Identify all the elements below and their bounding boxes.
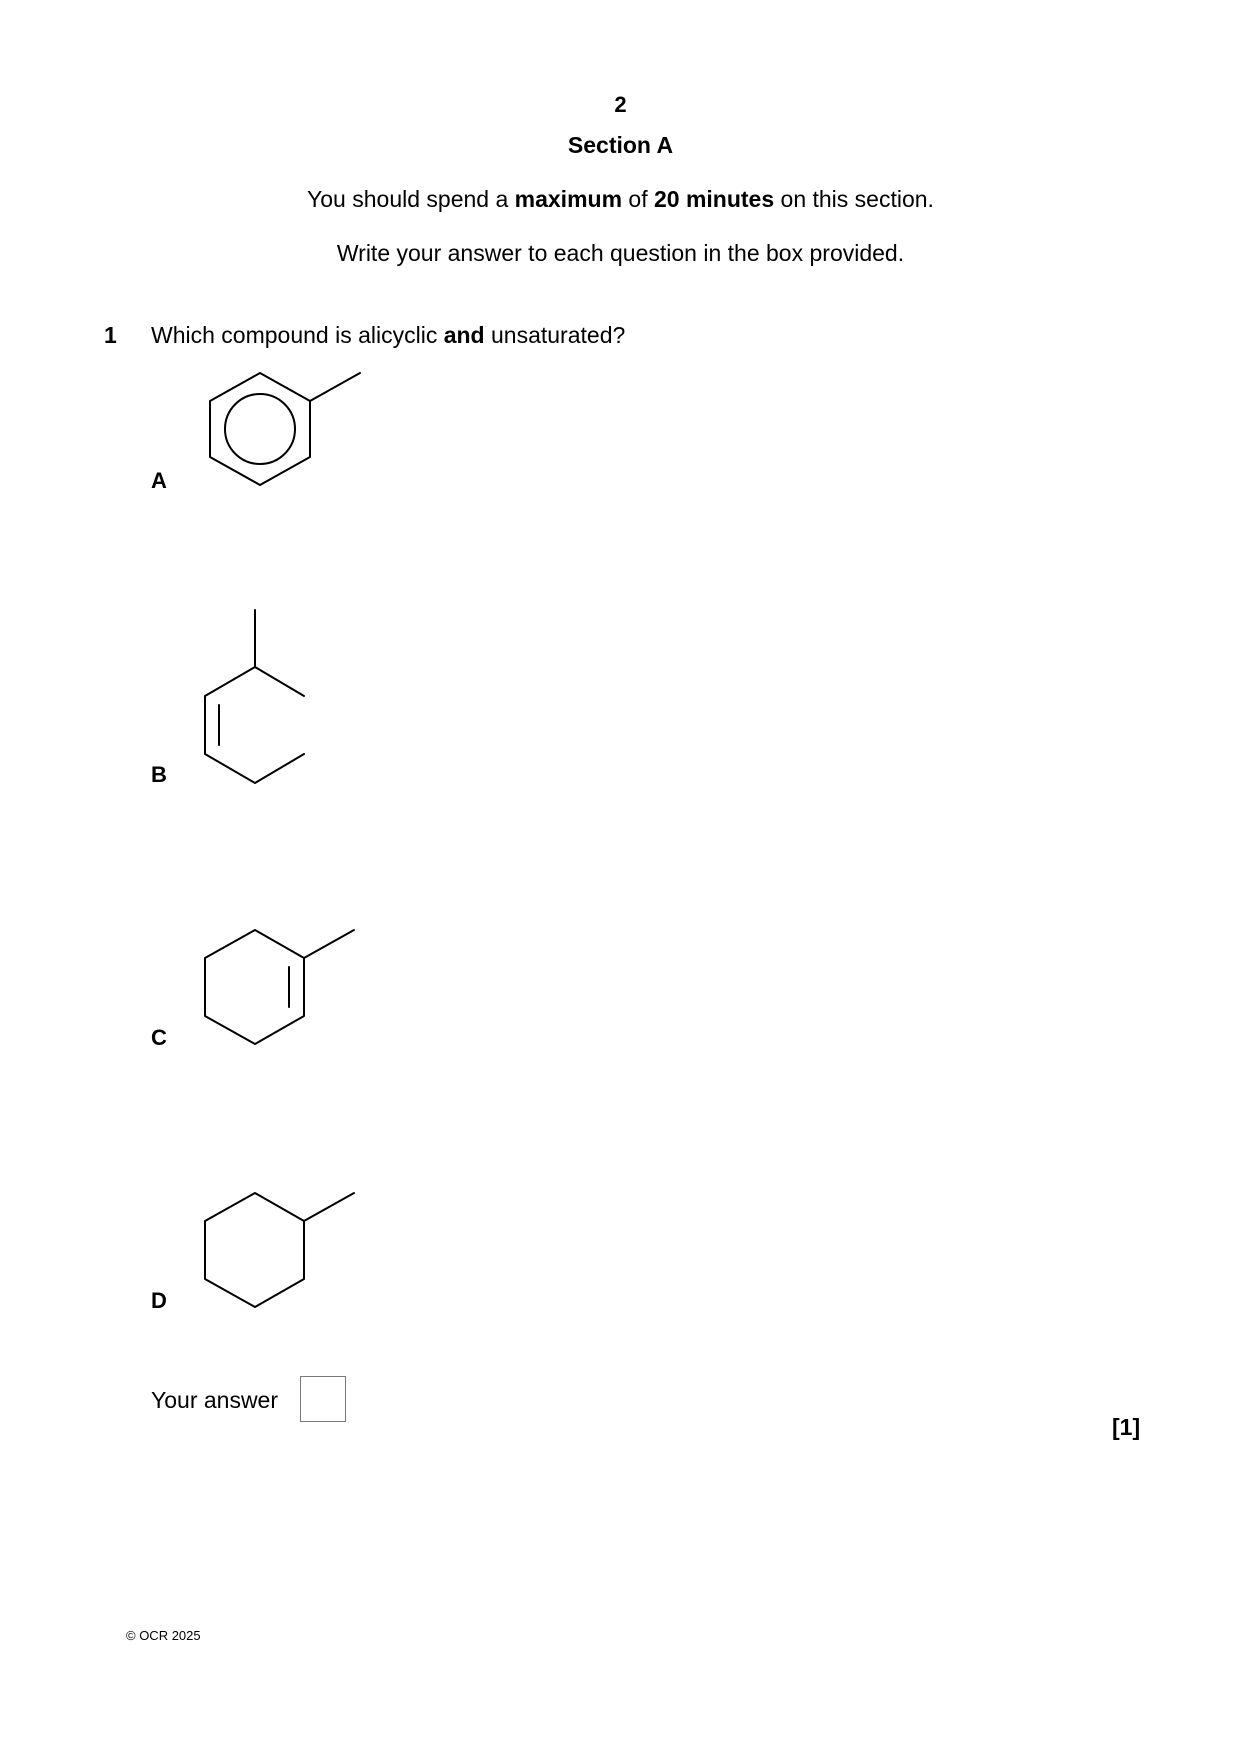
marks-indicator: [1] <box>1112 1414 1141 1440</box>
question-text-part: Which compound is alicyclic <box>151 322 444 348</box>
option-b-structure <box>200 605 320 790</box>
answer-label: Your answer <box>151 1387 279 1413</box>
option-c-label: C <box>151 1025 167 1050</box>
question-number: 1 <box>104 322 117 348</box>
instruction-answer-box: Write your answer to each question in the box provided. <box>336 240 905 266</box>
option-a-structure <box>200 365 370 495</box>
answer-input-box[interactable] <box>300 1376 346 1422</box>
instruction-time-limit <box>0 186 1241 213</box>
instruction-part: on this section. <box>774 186 934 212</box>
copyright-footer: © OCR 2025 <box>126 1628 201 1643</box>
option-c-structure <box>200 925 360 1055</box>
instruction-part: You should spend a <box>307 186 515 212</box>
question-text-part: unsaturated? <box>484 322 626 348</box>
instruction-part-bold: maximum <box>514 186 623 212</box>
section-title: Section A <box>567 132 674 158</box>
option-d-structure <box>200 1188 360 1318</box>
instruction-part-bold: 20 minutes <box>653 186 775 212</box>
instruction-part: of <box>622 186 654 212</box>
option-d-label: D <box>151 1288 167 1313</box>
question-text <box>151 322 625 349</box>
page-number: 2 <box>614 92 627 117</box>
option-a-label: A <box>151 468 167 493</box>
option-b-label: B <box>151 762 167 787</box>
question-text-part-bold: and <box>443 322 485 348</box>
